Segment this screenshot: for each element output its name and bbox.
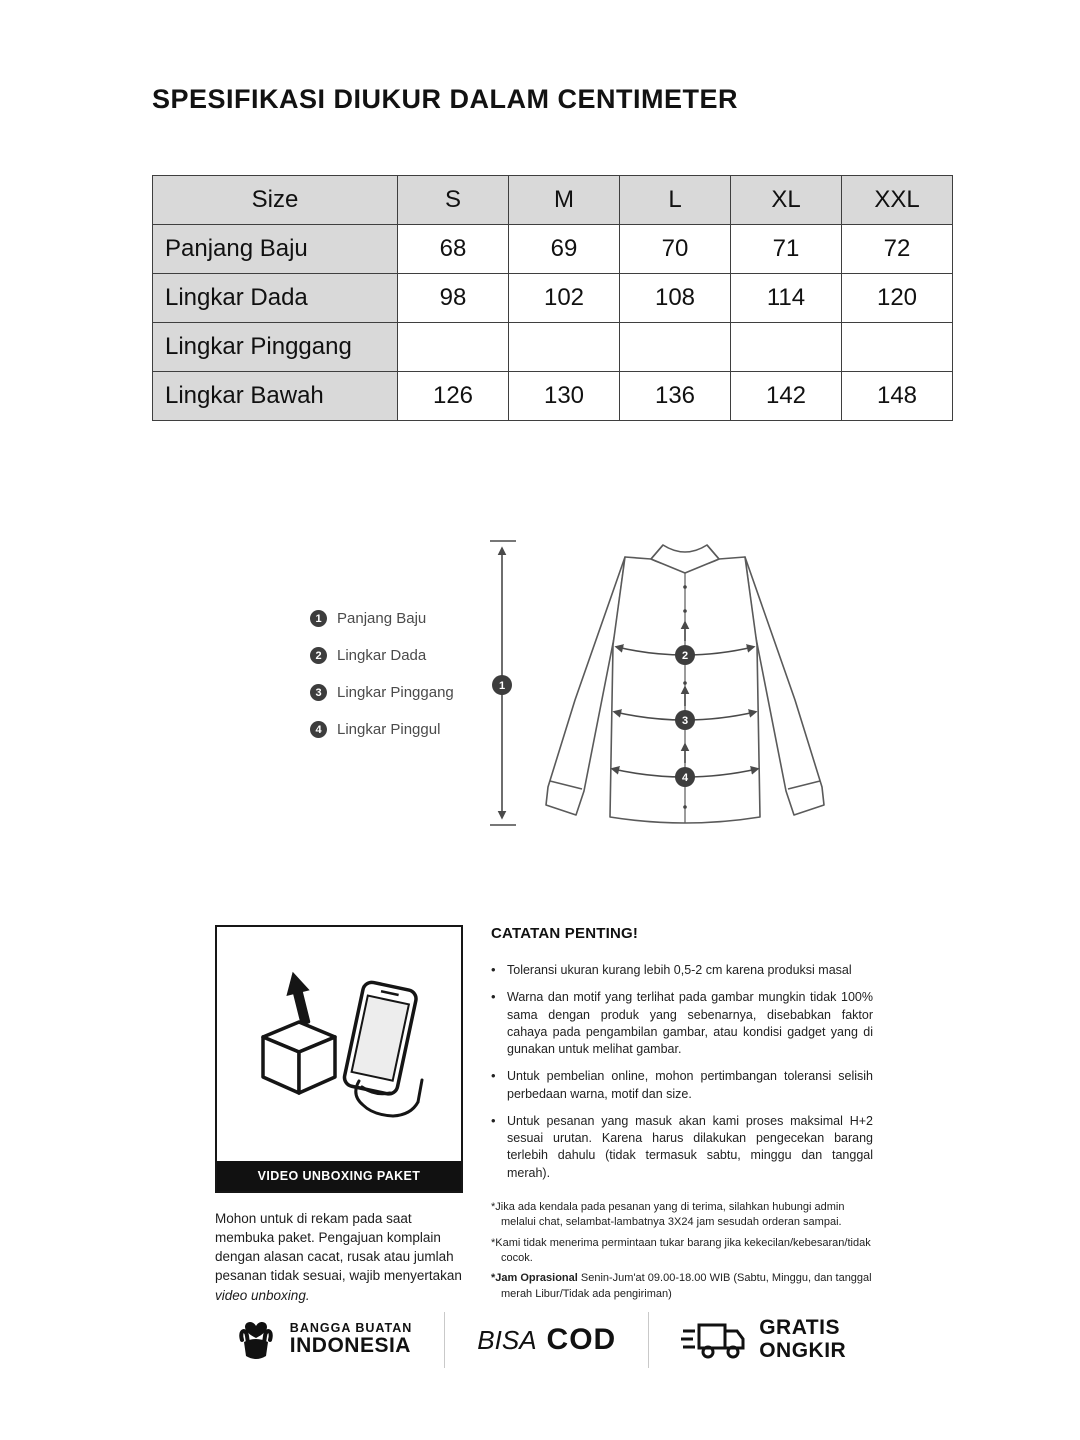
bullet-icon: • xyxy=(491,1068,496,1084)
badge-made-in-text: BANGGA BUATAN INDONESIA xyxy=(289,1320,413,1358)
legend-label: Lingkar Pinggul xyxy=(337,721,441,738)
legend-label: Lingkar Dada xyxy=(337,647,427,664)
important-notes xyxy=(491,925,873,1307)
header-m: M xyxy=(509,176,620,225)
row-label: Lingkar Bawah xyxy=(153,372,398,421)
table-row-lingkar-bawah xyxy=(153,372,953,421)
header-l: L xyxy=(620,176,731,225)
love-hand-icon xyxy=(234,1316,278,1364)
table-cell xyxy=(398,323,509,372)
header-xxl: XXL xyxy=(842,176,953,225)
legend-label: Lingkar Pinggang xyxy=(337,684,454,701)
unboxing-description xyxy=(215,1209,465,1305)
legend-item-panjang-baju xyxy=(310,610,480,627)
video-unboxing-banner: VIDEO UNBOXING PAKET xyxy=(217,1161,461,1191)
package-box-icon xyxy=(263,1022,335,1093)
row-label: Lingkar Pinggang xyxy=(153,323,398,372)
table-cell: 120 xyxy=(842,274,953,323)
bullet-icon: • xyxy=(491,962,496,977)
badge-bangga-buatan-indonesia xyxy=(234,1316,412,1364)
row-label: Lingkar Dada xyxy=(153,274,398,323)
footnotes xyxy=(491,1200,873,1302)
note-item: • Warna dan motif yang terlihat pada gambar mungkin tidak 100% sama dengan produk yang sebenarnya, disebabkan faktor cahaya pada pengambilan gambar, atau kondisi gadget yang di gunakan untuk melihat gambar. xyxy=(491,989,873,1058)
table-cell: 98 xyxy=(398,274,509,323)
legend-number-badge: 4 xyxy=(310,721,327,738)
legend-item-lingkar-pinggang xyxy=(310,684,480,701)
badge-divider xyxy=(648,1312,649,1368)
legend-number-badge: 2 xyxy=(310,647,327,664)
unboxing-illustration xyxy=(217,927,461,1161)
bullet-icon: • xyxy=(491,1112,496,1128)
note-item: • Toleransi ukuran kurang lebih 0,5-2 cm karena produksi masal xyxy=(491,962,873,979)
table-cell: 126 xyxy=(398,372,509,421)
svg-text:1: 1 xyxy=(498,680,506,692)
video-unboxing-card xyxy=(215,925,463,1193)
bullet-icon: • xyxy=(491,989,496,1005)
table-cell xyxy=(509,323,620,372)
diagram-marker-4 xyxy=(675,767,695,787)
unboxing-column xyxy=(215,925,463,1307)
table-cell: 130 xyxy=(509,372,620,421)
legend-number-badge: 1 xyxy=(310,610,327,627)
table-cell xyxy=(620,323,731,372)
legend-label: Panjang Baju xyxy=(337,610,427,627)
table-row-panjang-baju xyxy=(153,225,953,274)
arrow-up-icon xyxy=(281,969,317,1027)
note-item: • Untuk pembelian online, mohon pertimbangan toleransi selisih perbedaan warna, motif dan size. xyxy=(491,1068,873,1103)
badge-free-shipping-text: GRATIS ONGKIR xyxy=(759,1316,847,1362)
table-cell: 114 xyxy=(731,274,842,323)
size-table-header-row xyxy=(153,176,953,225)
diagram-marker-2 xyxy=(675,645,695,665)
table-cell: 102 xyxy=(509,274,620,323)
row-label: Panjang Baju xyxy=(153,225,398,274)
legend-item-lingkar-dada xyxy=(310,647,480,664)
smartphone-icon xyxy=(343,981,418,1096)
svg-text:4: 4 xyxy=(681,772,689,784)
footnote: *Jika ada kendala pada pesanan yang di terima, silahkan hubungi admin melalui chat, selambat-lambatnya 3X24 jam sesudah orderan sampai. xyxy=(491,1200,845,1229)
table-cell: 70 xyxy=(620,225,731,274)
badge-bisa-cod: BISA COD xyxy=(477,1323,617,1356)
measurement-diagram xyxy=(310,515,840,845)
measurement-legend xyxy=(310,515,480,758)
delivery-truck-icon xyxy=(681,1318,747,1362)
phone-recording-box-icon xyxy=(241,959,437,1129)
notes-list xyxy=(491,962,873,1182)
footnote: *Kami tidak menerima permintaan tukar barang jika kekecilan/kebesaran/tidak cocok. xyxy=(491,1236,871,1264)
shirt-diagram xyxy=(480,515,840,845)
legend-number-badge: 3 xyxy=(310,684,327,701)
header-s: S xyxy=(398,176,509,225)
badges-row xyxy=(0,1312,1080,1368)
note-item: • Untuk pesanan yang masuk akan kami proses maksimal H+2 sesuai urutan. Karena harus dilakukan pengecekan barang terlebih dahulu (tidak termasuk sabtu, minggu dan tanggal merah). xyxy=(491,1113,873,1182)
table-cell xyxy=(731,323,842,372)
header-size: Size xyxy=(153,176,398,225)
diagram-marker-1 xyxy=(492,675,512,695)
diagram-marker-3 xyxy=(675,710,695,730)
notes-title: CATATAN PENTING! xyxy=(491,925,639,942)
unboxing-description-text: Mohon untuk di rekam pada saat membuka paket. Pengajuan komplain dengan alasan cacat, rusak atau jumlah pesanan tidak sesuai, wajib menyertakan xyxy=(215,1211,462,1284)
table-cell: 69 xyxy=(509,225,620,274)
table-cell: 142 xyxy=(731,372,842,421)
table-cell: 148 xyxy=(842,372,953,421)
table-row-lingkar-dada xyxy=(153,274,953,323)
page-title: SPESIFIKASI DIUKUR DALAM CENTIMETER xyxy=(152,84,739,114)
table-cell: 108 xyxy=(620,274,731,323)
table-cell: 72 xyxy=(842,225,953,274)
badge-divider xyxy=(444,1312,445,1368)
notes-section xyxy=(215,925,873,1307)
table-cell: 136 xyxy=(620,372,731,421)
table-cell: 68 xyxy=(398,225,509,274)
table-cell: 71 xyxy=(731,225,842,274)
svg-text:2: 2 xyxy=(681,650,689,662)
badge-gratis-ongkir xyxy=(681,1317,846,1362)
header-xl: XL xyxy=(731,176,842,225)
legend-item-lingkar-pinggul xyxy=(310,721,480,738)
size-table xyxy=(152,175,953,421)
table-cell xyxy=(842,323,953,372)
footnote: *Jam Oprasional Senin-Jum'at 09.00-18.00 WIB (Sabtu, Minggu, dan tanggal merah Libur/Tidak ada pengiriman) xyxy=(491,1272,872,1300)
unboxing-description-italic: video unboxing. xyxy=(215,1287,310,1303)
table-row-lingkar-pinggang xyxy=(153,323,953,372)
svg-text:3: 3 xyxy=(681,715,689,727)
